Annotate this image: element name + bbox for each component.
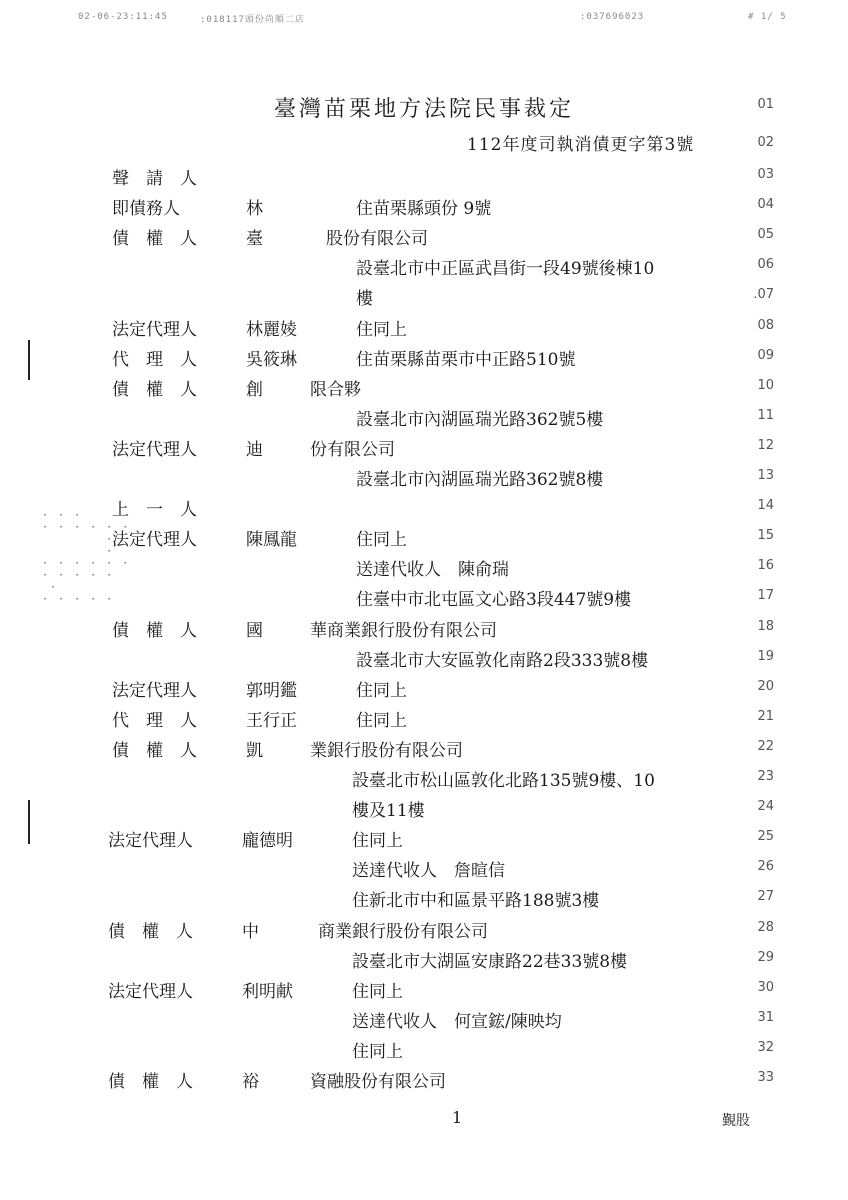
- document-line: [0, 194, 848, 224]
- party-name: 國: [246, 621, 263, 641]
- party-detail: 住同上: [352, 831, 403, 851]
- document-line: [0, 917, 848, 947]
- document-line: [0, 616, 848, 646]
- line-number: 32: [757, 1040, 774, 1055]
- document-line: [0, 405, 848, 435]
- party-detail: 住新北市中和區景平路188號3樓: [352, 891, 600, 911]
- party-name: 臺: [246, 229, 263, 249]
- party-name: 吳筱琳: [246, 350, 297, 370]
- document-line: [0, 254, 848, 284]
- party-role: 法定代理人: [112, 320, 197, 340]
- party-role: 債 權 人: [112, 229, 197, 249]
- line-number: 08: [757, 318, 774, 333]
- line-number: 14: [757, 498, 774, 513]
- line-number: 04: [757, 197, 774, 212]
- fax-number: :037696023: [580, 12, 645, 22]
- document-line: [0, 284, 848, 314]
- party-role: 債 權 人: [112, 380, 197, 400]
- party-name: 中: [242, 922, 259, 942]
- party-detail: 設臺北市大安區敦化南路2段333號8樓: [356, 651, 649, 671]
- line-number: 27: [757, 889, 774, 904]
- document-line: [0, 947, 848, 977]
- party-name: 林麗婈: [246, 320, 297, 340]
- party-detail: 設臺北市松山區敦化北路135號9樓、10: [352, 771, 655, 791]
- party-detail: 業銀行股份有限公司: [310, 741, 463, 761]
- document-line: [0, 676, 848, 706]
- document-line: [0, 375, 848, 405]
- document-title: 臺灣苗栗地方法院民事裁定: [274, 97, 575, 122]
- party-detail: 設臺北市大湖區安康路22巷33號8樓: [352, 952, 628, 972]
- line-number: 25: [757, 829, 774, 844]
- party-detail: 設臺北市內湖區瑞光路362號5樓: [356, 410, 604, 430]
- line-number: 06: [757, 257, 774, 272]
- party-detail: 資融股份有限公司: [310, 1072, 446, 1092]
- document-line: [0, 435, 848, 465]
- fax-page-indicator: # 1/ 5: [748, 12, 787, 22]
- party-role: 聲 請 人: [112, 169, 197, 189]
- line-number: 26: [757, 859, 774, 874]
- line-number: 22: [757, 739, 774, 754]
- party-detail: 股份有限公司: [326, 229, 428, 249]
- party-name: 王行正: [246, 711, 297, 731]
- document-line: [0, 766, 848, 796]
- party-role: 債 權 人: [108, 922, 193, 942]
- document-line: [0, 977, 848, 1007]
- line-number: 09: [757, 348, 774, 363]
- line-number: 23: [757, 769, 774, 784]
- binding-holes: · · · · · · · · · · · · · · · · · · · · · · · · · · · ·: [42, 510, 131, 605]
- party-detail: 華商業銀行股份有限公司: [310, 621, 497, 641]
- party-role: 代 理 人: [112, 711, 197, 731]
- line-number-case: 02: [757, 135, 774, 150]
- party-detail: 份有限公司: [310, 440, 395, 460]
- line-number: 11: [757, 408, 774, 423]
- party-role: 法定代理人: [112, 530, 197, 550]
- party-detail: 送達代收人 陳俞瑞: [356, 560, 509, 580]
- document-line: [0, 1067, 848, 1097]
- binding-mark: [28, 800, 30, 844]
- party-role: 債 權 人: [108, 1072, 193, 1092]
- party-detail: 送達代收人 詹暄信: [352, 861, 505, 881]
- party-name: 龐德明: [242, 831, 293, 851]
- line-number: 31: [757, 1010, 774, 1025]
- party-role: 債 權 人: [112, 621, 197, 641]
- line-number: 15: [757, 528, 774, 543]
- line-number: 03: [757, 167, 774, 182]
- line-number: 12: [757, 438, 774, 453]
- party-detail: 商業銀行股份有限公司: [318, 922, 488, 942]
- document-line: [0, 646, 848, 676]
- line-number: 28: [757, 920, 774, 935]
- document-line: [0, 1007, 848, 1037]
- page-number: 1: [452, 1108, 463, 1127]
- case-number: 112年度司執消債更字第3號: [467, 135, 695, 155]
- document-line: [0, 1037, 848, 1067]
- party-name: 利明献: [242, 982, 293, 1002]
- party-detail: 送達代收人 何宣鋐/陳映均: [352, 1012, 562, 1032]
- party-detail: 樓: [356, 289, 373, 309]
- line-number: 18: [757, 619, 774, 634]
- party-name: 林: [246, 199, 263, 219]
- document-line: [0, 345, 848, 375]
- party-name: 陳鳳龍: [246, 530, 297, 550]
- document-line: [0, 796, 848, 826]
- party-role: 上 一 人: [112, 500, 197, 520]
- party-name: 郭明鑑: [246, 681, 297, 701]
- line-number: 17: [757, 588, 774, 603]
- document-line: [0, 465, 848, 495]
- document-line: [0, 315, 848, 345]
- party-name: 創: [246, 380, 263, 400]
- party-role: 法定代理人: [112, 440, 197, 460]
- party-detail: 限合夥: [310, 380, 361, 400]
- party-name: 迪: [246, 440, 263, 460]
- line-number: 29: [757, 950, 774, 965]
- party-detail: 住苗栗縣苗栗市中正路510號: [356, 350, 576, 370]
- court-unit-label: 覲股: [722, 1113, 750, 1129]
- line-number: 20: [757, 679, 774, 694]
- party-detail: 設臺北市中正區武昌街一段49號後棟10: [356, 259, 655, 279]
- party-detail: 住同上: [356, 711, 407, 731]
- party-detail: 住臺中市北屯區文心路3段447號9樓: [356, 590, 632, 610]
- party-role: 法定代理人: [108, 831, 193, 851]
- party-role: 法定代理人: [108, 982, 193, 1002]
- party-detail: 樓及11樓: [352, 801, 425, 821]
- line-number: 30: [757, 980, 774, 995]
- fax-timestamp: 02-06-23:11:45: [78, 12, 168, 22]
- document-line: [0, 826, 848, 856]
- line-number: 21: [757, 709, 774, 724]
- line-number: 13: [757, 468, 774, 483]
- line-number: 19: [757, 649, 774, 664]
- line-number: 10: [757, 378, 774, 393]
- party-detail: 設臺北市內湖區瑞光路362號8樓: [356, 470, 604, 490]
- document-line: [0, 856, 848, 886]
- party-role: 即債務人: [112, 199, 180, 219]
- fax-sender-code: :018117頭份尚順二店: [200, 15, 305, 25]
- line-number: 24: [757, 799, 774, 814]
- document-line: [0, 164, 848, 194]
- line-number: 16: [757, 558, 774, 573]
- party-role: 代 理 人: [112, 350, 197, 370]
- line-number: 33: [757, 1070, 774, 1085]
- line-number: 05: [757, 227, 774, 242]
- line-number-title: 01: [757, 97, 774, 112]
- party-name: 凱: [246, 741, 263, 761]
- line-number: .07: [753, 287, 774, 302]
- party-detail: 住同上: [352, 982, 403, 1002]
- binding-mark: [28, 340, 30, 380]
- party-detail: 住同上: [352, 1042, 403, 1062]
- document-line: [0, 736, 848, 766]
- party-detail: 住同上: [356, 530, 407, 550]
- document-line: [0, 886, 848, 916]
- party-role: 債 權 人: [112, 741, 197, 761]
- party-detail: 住苗栗縣頭份 9號: [356, 199, 492, 219]
- party-detail: 住同上: [356, 681, 407, 701]
- party-name: 裕: [242, 1072, 259, 1092]
- document-line: [0, 706, 848, 736]
- party-detail: 住同上: [356, 320, 407, 340]
- document-line: [0, 224, 848, 254]
- party-role: 法定代理人: [112, 681, 197, 701]
